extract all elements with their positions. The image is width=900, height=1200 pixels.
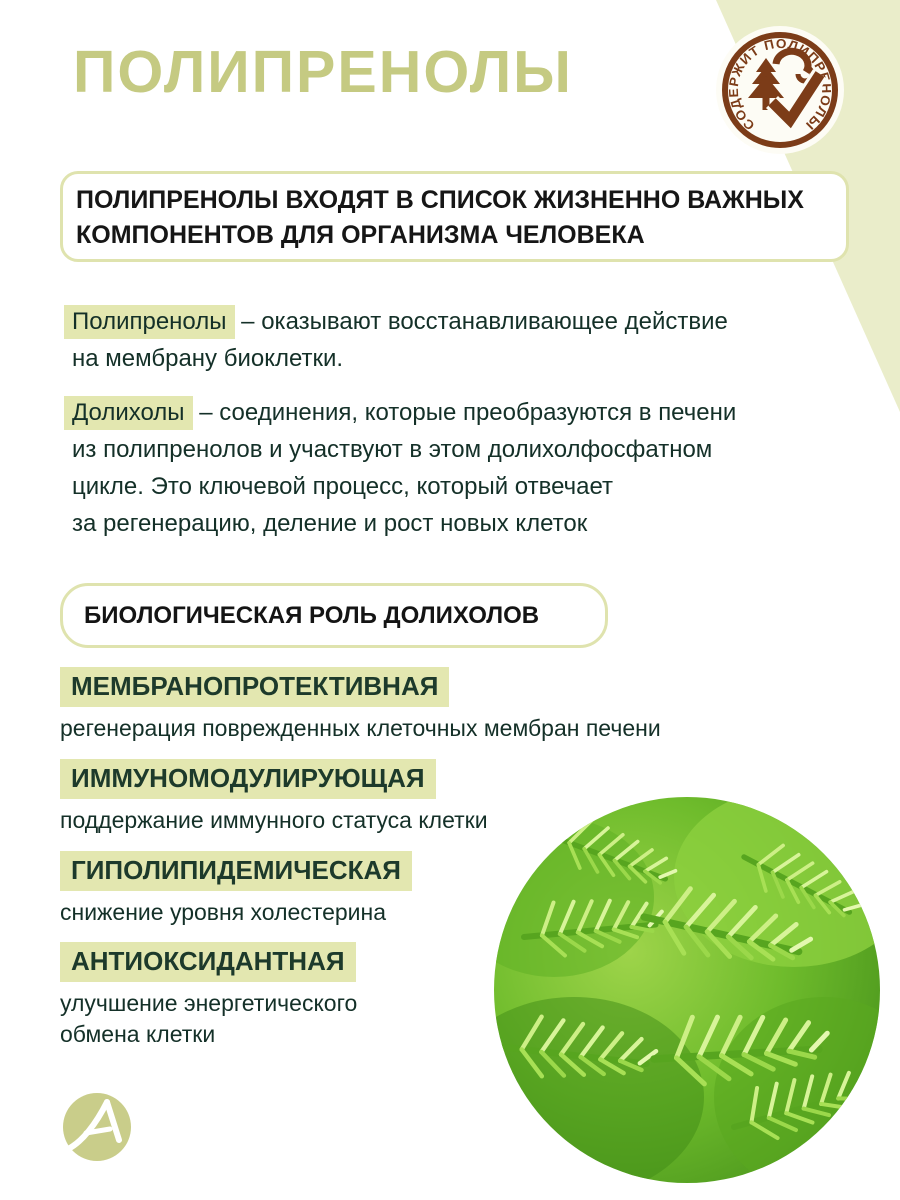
benefit-item-membrane <box>60 667 700 744</box>
contains-polyprenols-stamp <box>710 20 850 160</box>
intro-section <box>72 303 872 559</box>
benefit-title: ГИПОЛИПИДЕМИЧЕСКАЯ <box>60 851 412 891</box>
benefit-desc: снижение уровня холестерина <box>60 898 386 925</box>
biological-role-label: БИОЛОГИЧЕСКАЯ РОЛЬ ДОЛИХОЛОВ <box>84 601 540 629</box>
paragraph-text: за регенерацию, деление и рост новых клеток <box>72 510 588 537</box>
paragraph-text: на мембрану биоклетки. <box>72 345 344 372</box>
term-highlight-polyprenols: Полипренолы <box>64 305 235 339</box>
stamp-ring-text: СОДЕРЖИТ ПОЛИПРЕНОЛЫ <box>725 35 835 134</box>
headline-line-1: ПОЛИПРЕНОЛЫ ВХОДЯТ В СПИСОК ЖИЗНЕННО ВАЖНЫХ <box>76 186 804 214</box>
benefit-desc: регенерация поврежденных клеточных мембран печени <box>60 715 661 741</box>
brand-logo <box>62 1092 132 1162</box>
paragraph-polyprenols <box>72 303 872 377</box>
benefit-desc: поддержание иммунного статуса клетки <box>60 806 488 833</box>
benefit-desc: улучшение энергетического обмена клетки <box>60 990 358 1048</box>
benefit-title: МЕМБРАНОПРОТЕКТИВНАЯ <box>60 667 449 707</box>
term-highlight-dolichols: Долихолы <box>64 396 193 430</box>
biological-role-box <box>60 583 608 648</box>
paragraph-text: из полипренолов и участвуют в этом долихолфосфатном <box>72 436 713 463</box>
paragraph-dolichols <box>72 394 872 542</box>
page-title: ПОЛИПРЕНОЛЫ <box>73 39 573 105</box>
paragraph-text: – оказывают восстанавливающее действие <box>241 308 728 335</box>
paragraph-text: цикле. Это ключевой процесс, который отвечает <box>72 473 614 500</box>
fir-branches-image <box>494 797 880 1183</box>
headline-line-2: КОМПОНЕНТОВ ДЛЯ ОРГАНИЗМА ЧЕЛОВЕКА <box>76 221 645 249</box>
benefit-title: ИММУНОМОДУЛИРУЮЩАЯ <box>60 759 436 799</box>
paragraph-text: – соединения, которые преобразуются в печени <box>199 399 737 426</box>
logo-circle <box>63 1093 131 1161</box>
headline-box <box>60 171 849 262</box>
benefit-title: АНТИОКСИДАНТНАЯ <box>60 942 356 982</box>
